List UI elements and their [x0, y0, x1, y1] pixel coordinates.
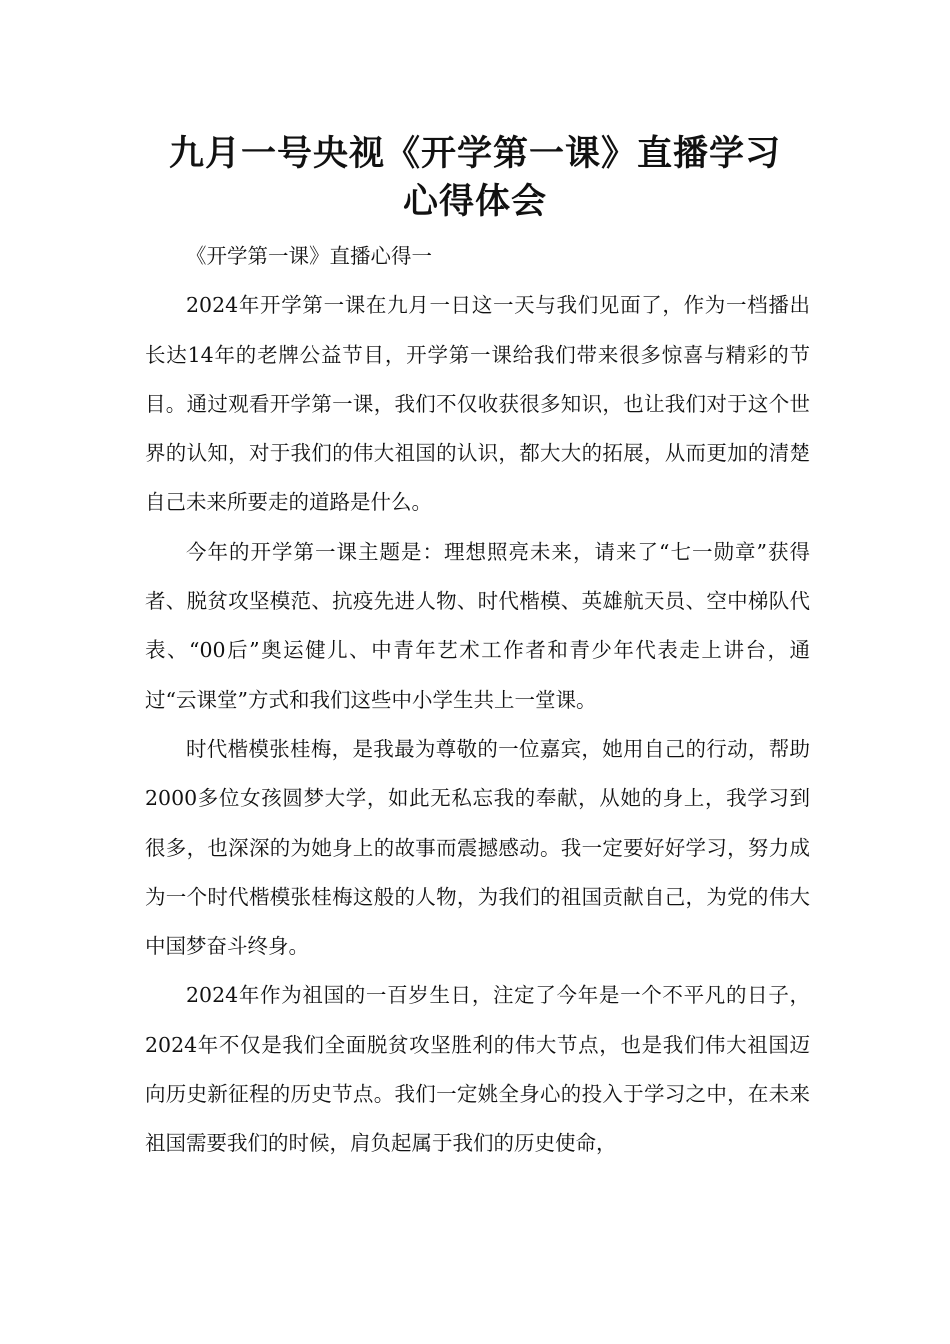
document-title-line-2: 心得体会 [402, 182, 547, 222]
paragraph-3: 时代楷模张桂梅，是我最为尊敬的一位嘉宾，她用自己的行动，帮助2000多位女孩圆梦大学，如此无私忘我的奉献，从她的身上，我学习到很多，也深深的为她身上的故事而震撼感动。我一定要好好学习，努力成为一个时代楷模张桂梅这般的人物，为我们的祖国贡献自己，为党的伟大中国梦奋斗终身。 [145, 736, 810, 959]
document-body [145, 232, 810, 1169]
paragraph-4: 2024年作为祖国的一百岁生日，注定了今年是一个不平凡的日子，2024年不仅是我们全面脱贫攻坚胜利的伟大节点，也是我们伟大祖国迈向历史新征程的历史节点。我们一定姚全身心的投入于学习之中，在未来祖国需要我们的时候，肩负起属于我们的历史使命， [145, 983, 810, 1156]
paragraph-2: 今年的开学第一课主题是：理想照亮未来，请来了“七一勋章”获得者、脱贫攻坚模范、抗疫先进人物、时代楷模、英雄航天员、空中梯队代表、“00后”奥运健儿、中青年艺术工作者和青少年代表走上讲台，通过“云课堂”方式和我们这些中小学生共上一堂课。 [145, 539, 810, 712]
section-subtitle: 《开学第一课》直播心得一 [186, 244, 432, 268]
document-title-line-1: 九月一号央视《开学第一课》直播学习 [168, 134, 781, 174]
document-title [100, 130, 850, 226]
paragraph-1: 2024年开学第一课在九月一日这一天与我们见面了，作为一档播出长达14年的老牌公益节目，开学第一课给我们带来很多惊喜与精彩的节目。通过观看开学第一课，我们不仅收获很多知识，也让我们对于这个世界的认知，对于我们的伟大祖国的认识，都大大的拓展，从而更加的清楚自己未来所要走的道路是什么。 [145, 293, 810, 515]
